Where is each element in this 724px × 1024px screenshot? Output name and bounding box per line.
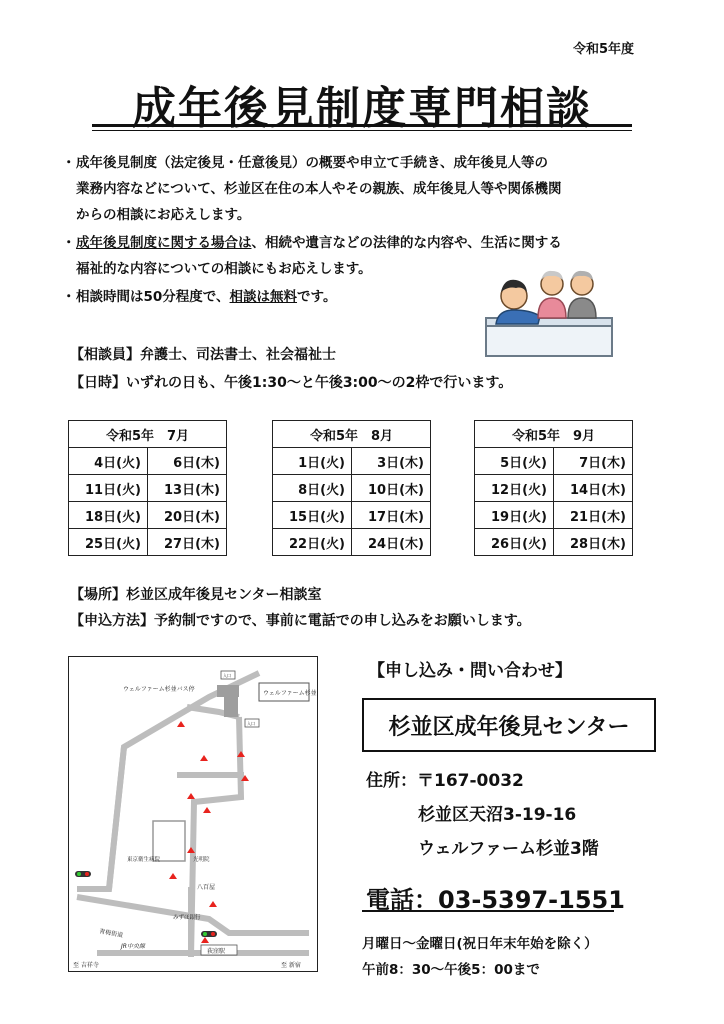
center-name: 杉並区成年後見センター [388, 714, 630, 740]
map-label-shinjuku: 至 新宿 [281, 962, 301, 969]
address-postal: 住所：〒167-0032 [366, 771, 524, 791]
table-row: 15日(火) 17日(木) [273, 502, 431, 529]
access-map [68, 656, 318, 972]
consultation-illustration-icon [482, 262, 614, 358]
contact-header: 【申し込み・問い合わせ】 [368, 661, 572, 681]
phone-underline [362, 910, 614, 912]
map-graphic [69, 657, 317, 971]
apply-method-line: 【申込方法】予約制ですので、事前に電話での申し込みをお願いします。 [70, 613, 531, 629]
schedule-header: 令和5年 9月 [475, 421, 633, 448]
bullet-scope: ・成年後見制度に関する場合は、相続や遺言などの法律的な内容や、生活に関する 福祉的な内容についての相談にもお応えします。 [62, 230, 562, 282]
map-label-bus-stop: ウェルファーム杉並バス停 [123, 686, 195, 693]
office-hours: 午前8：30～午後5：00まで [362, 962, 540, 978]
table-row: 26日(火) 28日(木) [475, 529, 633, 556]
bullet-dot: ・ [62, 235, 76, 251]
map-label-entrance-2: 入口 [247, 721, 255, 726]
fiscal-year: 令和5年度 [572, 42, 634, 57]
center-name-box [362, 698, 656, 752]
title-underline [92, 124, 632, 127]
schedule-header: 令和5年 8月 [273, 421, 431, 448]
office-days: 月曜日～金曜日(祝日年末年始を除く） [362, 936, 598, 952]
map-label-jr: JR中央線 [121, 943, 145, 950]
schedule-note: 【日時】いずれの日も、午後1:30～と午後3:00～の2枠で行います。 [70, 375, 513, 391]
schedule-table-august [272, 420, 431, 556]
place-line: 【場所】杉並区成年後見センター相談室 [70, 587, 322, 603]
bullet-overview: ・成年後見制度（法定後見・任意後見）の概要や申立て手続き、成年後見人等の 業務内容などについて、杉並区在住の本人やその親族、成年後見人等や関係機関 からの相談にお応えします。 [62, 150, 561, 228]
table-row: 22日(火) 24日(木) [273, 529, 431, 556]
table-row: 12日(火) 14日(木) [475, 475, 633, 502]
table-row: 11日(火) 13日(木) [69, 475, 227, 502]
address-building: ウェルファーム杉並3階 [418, 839, 599, 859]
map-label-mizuho: みずほ銀行 [173, 915, 201, 921]
bullet-dot: ・ [62, 155, 76, 171]
table-row: 1日(火) 3日(木) [273, 448, 431, 475]
table-row: 4日(火) 6日(木) [69, 448, 227, 475]
table-row: 18日(火) 20日(木) [69, 502, 227, 529]
map-label-ome: 青梅街道 [98, 928, 124, 940]
table-row: 5日(火) 7日(木) [475, 448, 633, 475]
map-label-station: 荻窪駅 [207, 948, 226, 955]
title-underline-thin [92, 130, 632, 131]
table-row: 8日(火) 10日(木) [273, 475, 431, 502]
table-row: 25日(火) 27日(木) [69, 529, 227, 556]
map-label-temple: 光明院 [193, 857, 210, 863]
map-label-kichijoji: 至 吉祥寺 [73, 962, 99, 969]
phone-number: 電話：03-5397-1551 [366, 886, 625, 914]
bullet-dot: ・ [62, 289, 76, 305]
map-label-entrance: 入口 [223, 673, 231, 678]
map-label-yaoya: 八百屋 [197, 884, 216, 891]
table-row: 19日(火) 21日(木) [475, 502, 633, 529]
schedule-table-september [474, 420, 633, 556]
traffic-light-icon [75, 871, 217, 940]
consultants-line: 【相談員】弁護士、司法書士、社会福祉士 [70, 347, 336, 363]
address-street: 杉並区天沼3-19-16 [418, 805, 577, 825]
schedule-header: 令和5年 7月 [69, 421, 227, 448]
map-label-building: ウェルファーム杉並 [263, 690, 317, 697]
page-title: 成年後見制度専門相談 [132, 83, 592, 134]
map-label-hospital: 東京衛生病院 [127, 857, 161, 863]
bullet-time-fee: ・相談時間は50分程度で、相談は無料です。 [62, 284, 336, 310]
schedule-table-july [68, 420, 227, 556]
